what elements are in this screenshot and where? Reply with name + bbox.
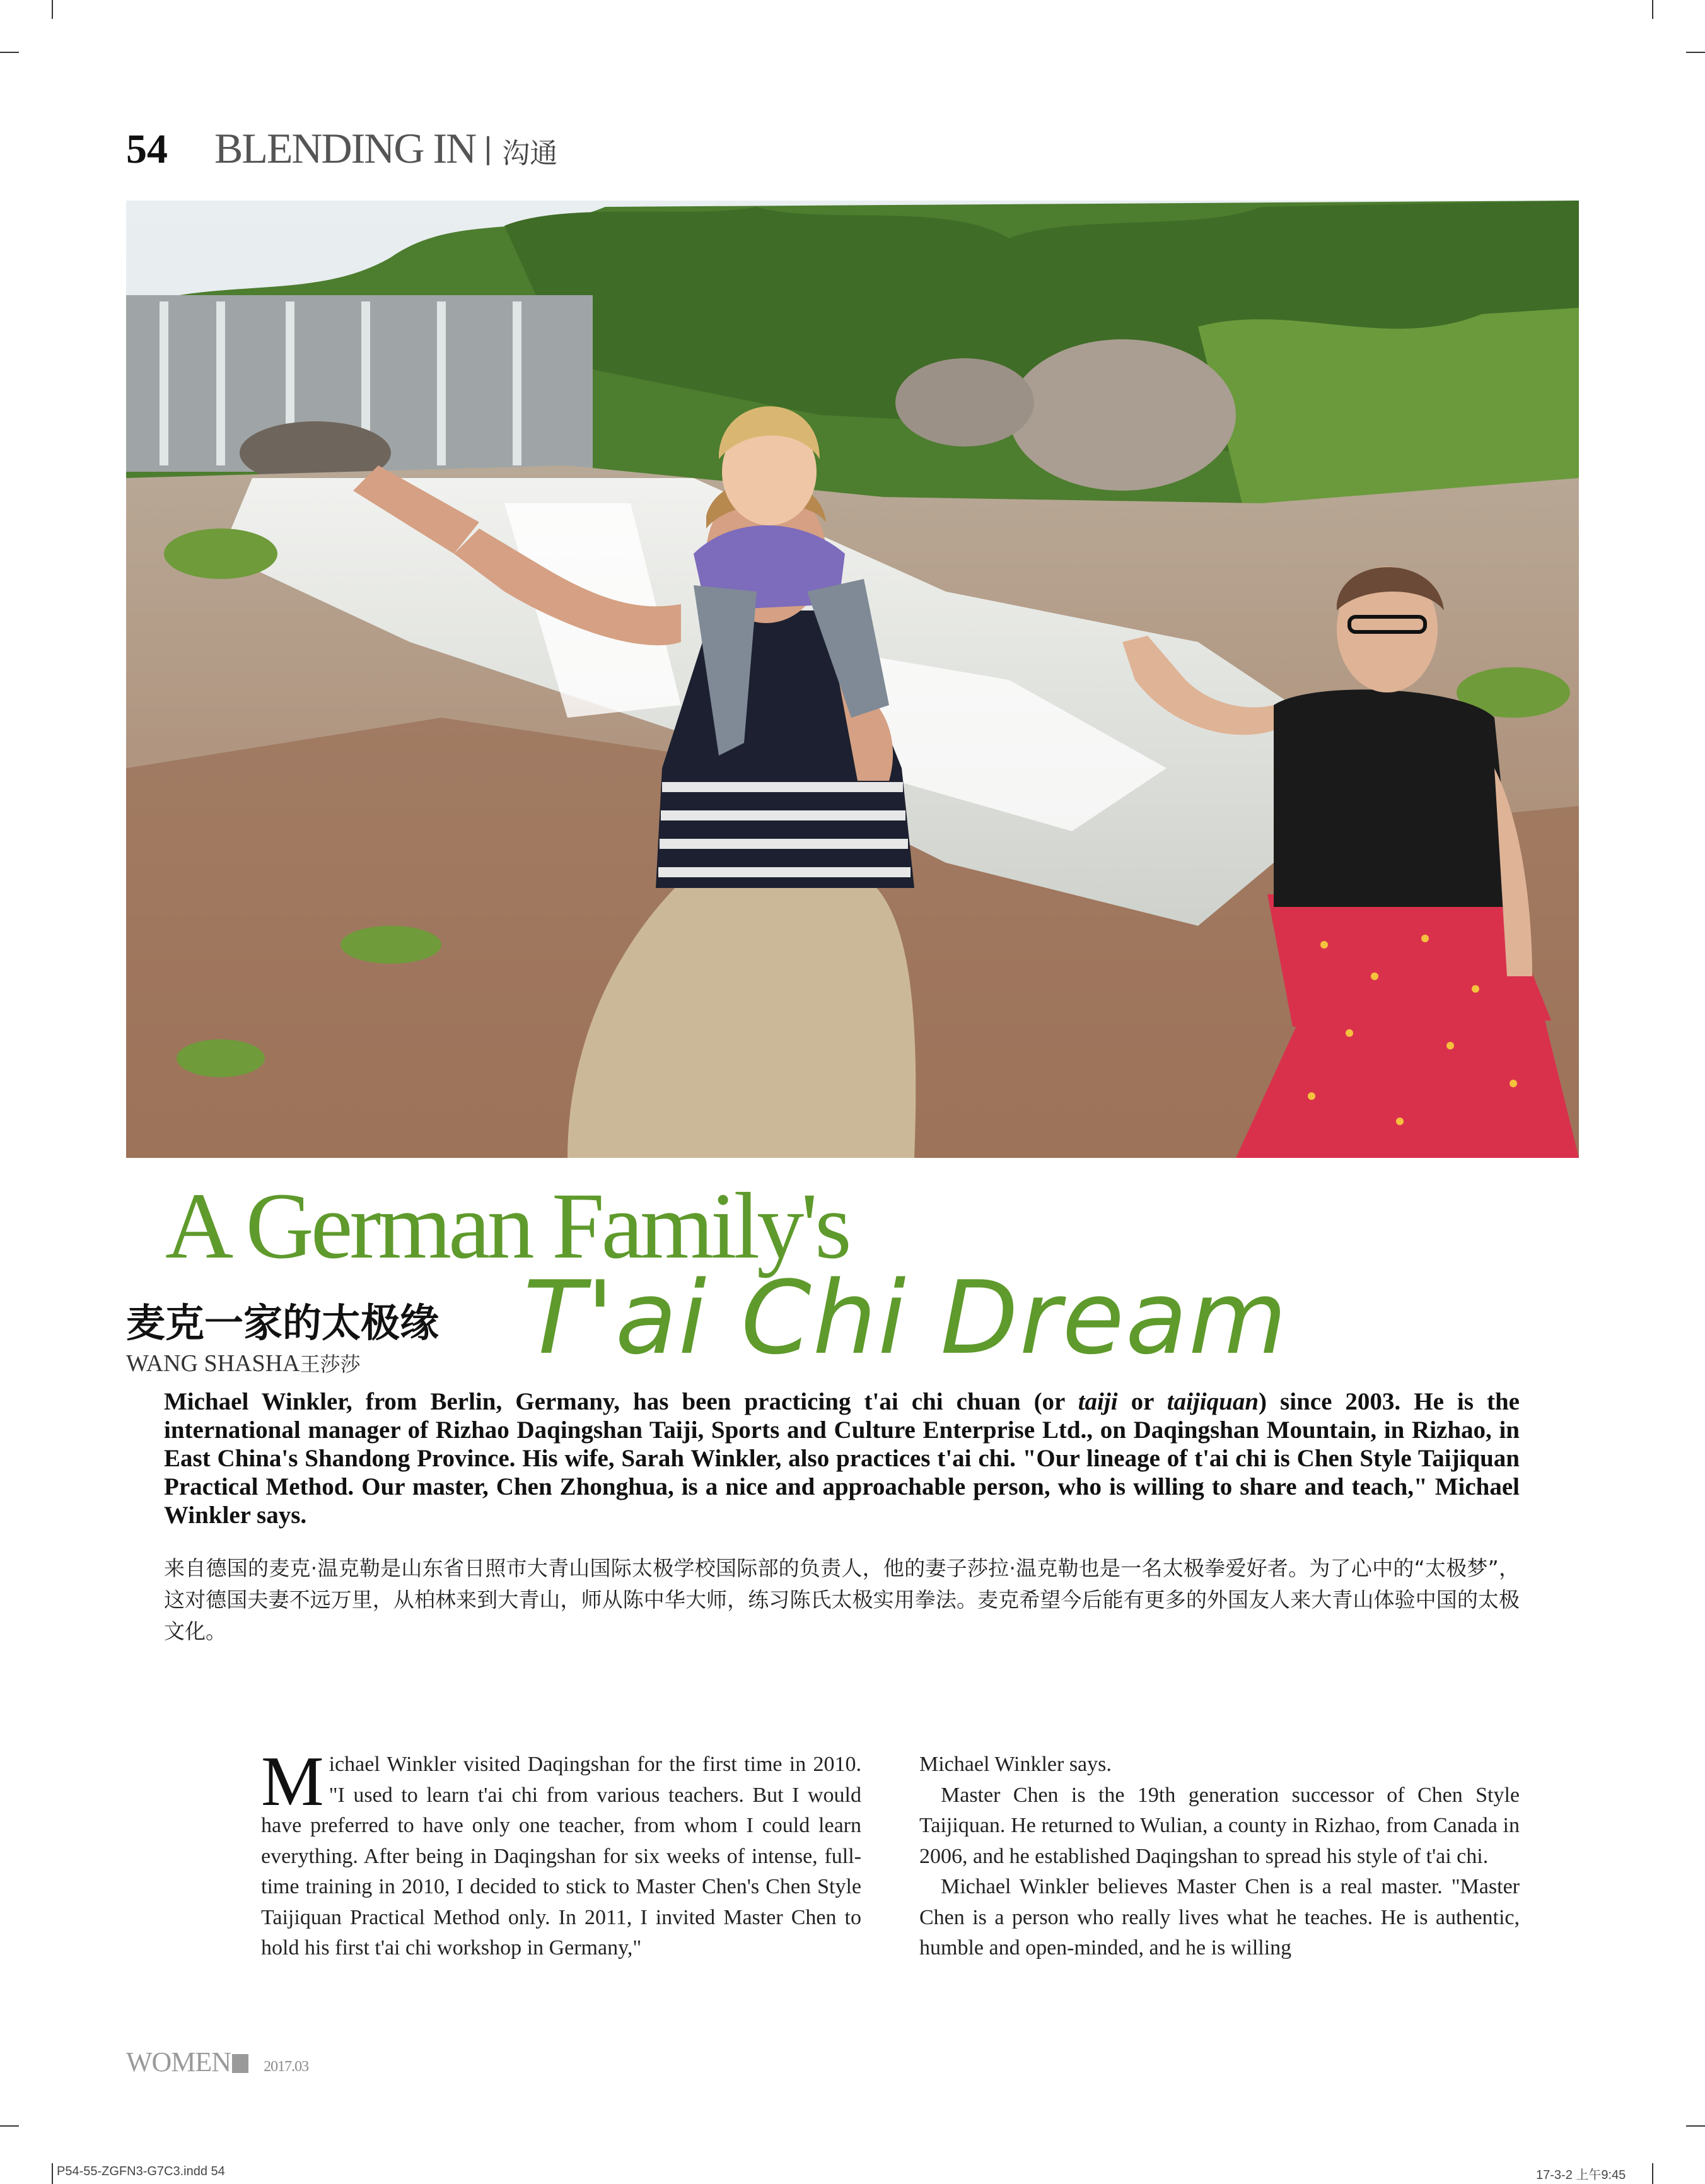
lead-emphasis: taiji xyxy=(1078,1388,1118,1415)
crop-mark xyxy=(1652,0,1653,19)
byline-author-cn: 王莎莎 xyxy=(300,1352,361,1376)
crop-mark xyxy=(1686,52,1705,53)
running-head xyxy=(126,124,557,174)
body-paragraph xyxy=(261,1743,861,1964)
body-column-right xyxy=(919,1749,1520,1964)
drop-cap: M xyxy=(261,1743,324,1821)
lead-paragraph xyxy=(164,1387,1520,1529)
lead-paragraph-chinese: 来自德国的麦克·温克勒是山东省日照市大青山国际太极学校国际部的负责人，他的妻子莎拉·温克勒也是一名太极拳爱好者。为了心中的“太极梦”，这对德国夫妻不远万里，从柏林来到大青山，师从陈中华大师，练习陈氏太极实用拳法。麦克希望今后能有更多的外国友人来大青山体验中国的太极文化。 xyxy=(164,1556,1520,1644)
page-number: 54 xyxy=(126,126,168,172)
lead-text: ) since 2003. He is the international manager of Rizhao Daqingshan Taiji, Sports and Culture Enterprise Ltd., on Daqingshan Mountain, in Rizhao, in East China's Shandong Province. His wife, Sarah Winkler, also practices t'ai chi. "Our lineage of t'ai chi is Chen Style Taijiquan Practical Method. Our master, Chen Zhonghua, is a nice and approachable person, who is willing to share and teach," Michael Winkler says. xyxy=(164,1388,1520,1529)
body-text: ichael Winkler visited Daqingshan for the first time in 2010. "I used to learn t'ai chi from various teachers. But I would have preferred to have only one teacher, from whom I could learn everything. After being in Daqingshan for six weeks of intense, full-time training in 2010, I decided to stick to Master Chen's Chen Style Taijiquan Practical Method only. In 2011, I invited Master Chen to hold his first t'ai chi workshop in Germany," xyxy=(261,1753,861,1959)
byline-author: WANG SHASHA xyxy=(126,1350,300,1377)
headline-line1: A German Family's xyxy=(165,1174,849,1278)
crop-mark xyxy=(0,52,19,53)
magazine-name: WOMEN xyxy=(126,2047,231,2077)
crop-mark xyxy=(1652,2163,1653,2184)
body-paragraph: Michael Winkler believes Master Chen is a real master. "Master Chen is a person who really lives what he teaches. He is authentic, humble and open-minded, and he is willing xyxy=(919,1875,1520,1959)
crop-mark xyxy=(1686,2125,1705,2127)
print-slug-timestamp: 17-3-2 上午9:45 xyxy=(1536,2168,1626,2182)
body-column-left xyxy=(261,1743,861,1964)
crop-mark xyxy=(52,2163,53,2184)
crop-mark xyxy=(0,2125,19,2127)
crop-mark xyxy=(52,0,53,19)
lead-text: Michael Winkler, from Berlin, Germany, has been practicing t'ai chi chuan (or xyxy=(164,1388,1078,1415)
section-divider xyxy=(487,136,489,165)
section-name: BLENDING IN xyxy=(214,124,476,172)
footer-brand xyxy=(126,2046,308,2078)
lead-emphasis: taijiquan xyxy=(1167,1388,1259,1415)
section-name-cn: 沟通 xyxy=(502,137,558,170)
headline-chinese: 麦克一家的太极缘 xyxy=(126,1300,439,1346)
headline-line2: T'ai Chi Dream xyxy=(523,1259,1288,1377)
byline xyxy=(126,1348,361,1377)
hero-photo xyxy=(126,201,1579,1158)
photo-illustration xyxy=(126,201,1579,1158)
lead-text: or xyxy=(1117,1388,1167,1415)
magazine-logo-mark xyxy=(232,2054,248,2073)
body-paragraph: Michael Winkler says. xyxy=(919,1753,1112,1776)
issue-date: 2017.03 xyxy=(264,2058,309,2075)
body-paragraph: Master Chen is the 19th generation successor of Chen Style Taijiquan. He returned to Wulian, a county in Rizhao, from Canada in 2006, and he established Daqingshan to spread his style of t'ai chi. xyxy=(919,1783,1520,1868)
print-slug-file: P54-55-ZGFN3-G7C3.indd 54 xyxy=(57,2164,225,2178)
